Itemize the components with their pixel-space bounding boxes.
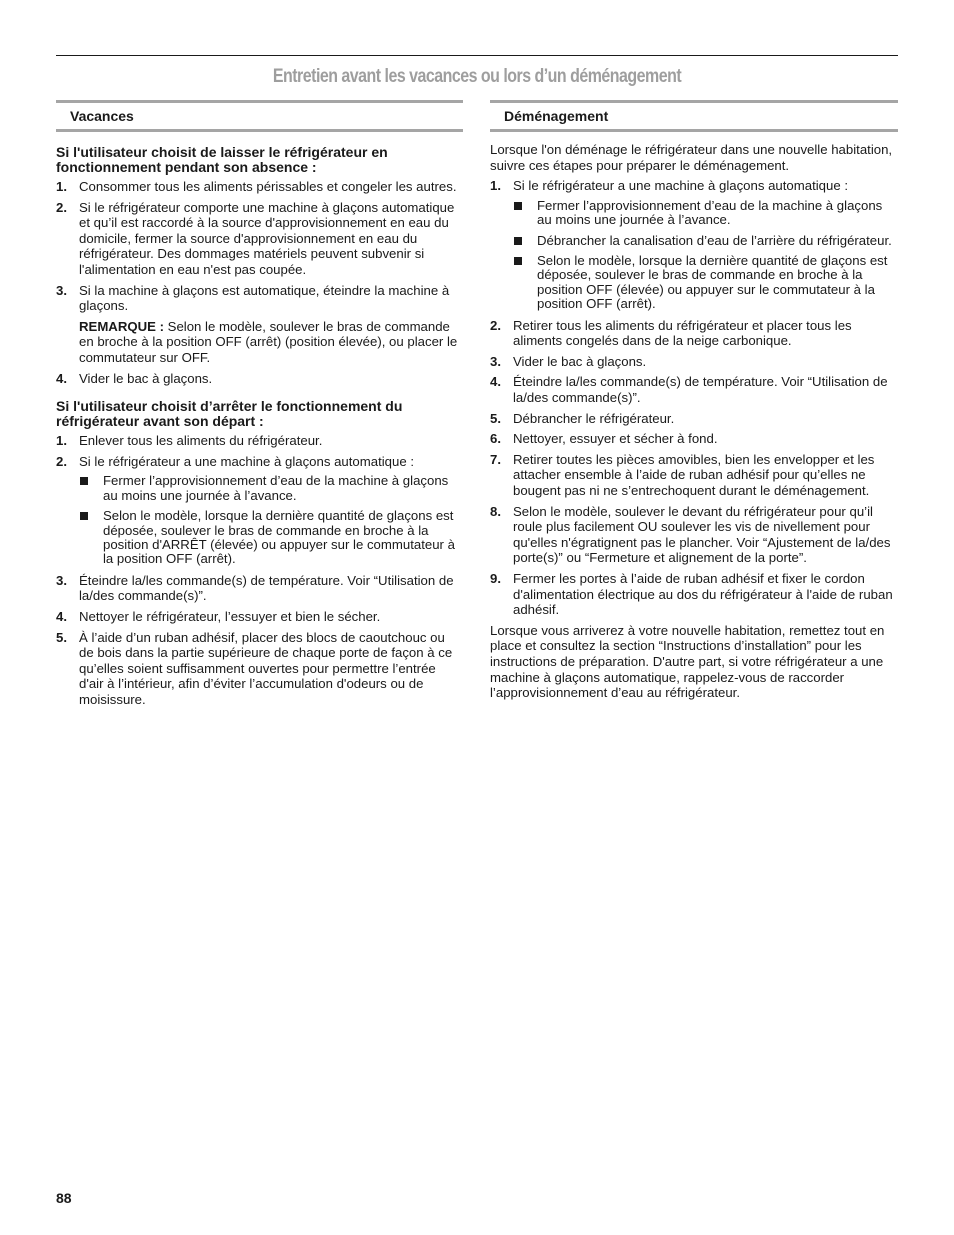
square-bullet-icon [80,477,88,485]
step-number: 5. [56,629,67,645]
steps-leave-running [56,179,463,386]
section-heading-vacances: Vacances [56,100,463,132]
list-item [490,452,898,499]
step-number: 4. [490,374,501,390]
step-text: À l’aide d’un ruban adhésif, placer des blocs de caoutchouc ou de bois dans la partie supérieure de chaque porte de façon à ce qu’elles soient suffisamment ouvertes pour permettre l’entrée d'air à l’intérieur, afin d’éviter l’accumulation d'odeurs ou de moisissure. [79,629,453,707]
step-text: Si le réfrigérateur comporte une machine à glaçons automatique et qu’il est raccordé à la source d'approvisionnement en eau du domicile, fermer la source d'approvisionnement en eau du réfrigérateur. Des dommages matériels peuvent subvenir si l'alimentation en eau n'est pas coupée. [79,199,455,277]
list-item [56,371,463,387]
step-number: 3. [56,572,67,588]
step-text: Nettoyer, essuyer et sécher à fond. [513,431,718,447]
step-text: Si la machine à glaçons est automatique, éteindre la machine à glaçons. [79,282,450,314]
bullet-item [79,474,463,503]
step-text: Selon le modèle, soulever le devant du réfrigérateur pour qu’il roule plus facilement OU soulever les vis de nivellement pour qu'elles n'égratignent pas le plancher. Voir “Ajustement de la/des porte(s)” ou “Fermeture et alignement de la porte”. [513,503,891,566]
step-number: 1. [490,178,501,194]
subhead-stop-running: Si l'utilisateur choisit d’arrêter le fonctionnement du réfrigérateur avant son départ : [56,398,403,430]
step-number: 2. [56,453,67,469]
step-number: 3. [56,282,67,298]
section-heading-demenagement: Déménagement [490,100,898,132]
list-item [56,630,463,708]
step-number: 1. [56,179,67,194]
step-number: 9. [490,570,501,586]
step-text: Retirer tous les aliments du réfrigérateur et placer tous les aliments congelés dans de la neige carbonique. [513,317,852,349]
step-number: 3. [490,353,501,369]
step-text: Si le réfrigérateur a une machine à glaçons automatique : [79,453,415,469]
bullet-text: Selon le modèle, lorsque la dernière quantité de glaçons est déposée, soulever le bras de commande en broche à la position OFF (élevée) ou appuyer sur le commutateur à la position OFF (arrêt). [537,253,888,312]
remark-label: REMARQUE : [79,318,164,334]
step-text: Fermer les portes à l’aide de ruban adhésif et fixer le cordon d'alimentation électrique au dos du réfrigérateur à l'aide de ruban adhésif. [513,570,893,618]
subhead-leave-running: Si l'utilisateur choisit de laisser le réfrigérateur en fonctionnement pendant son absence : [56,144,388,175]
list-item [490,178,898,311]
bullet-item [79,509,463,567]
step-text: Débrancher le réfrigérateur. [513,410,675,426]
list-item [56,200,463,278]
top-rule [56,55,898,56]
list-item [56,609,463,625]
step-text: Si le réfrigérateur a une machine à glaçons automatique : [513,178,849,194]
demenagement-column [490,100,898,706]
step-text: Enlever tous les aliments du réfrigérateur. [79,433,323,449]
step-number: 8. [490,503,501,519]
step-text: Nettoyer le réfrigérateur, l’essuyer et bien le sécher. [79,608,381,624]
closing-paragraph: Lorsque vous arriverez à votre nouvelle habitation, remettez tout en place et consultez la section “Instructions d’installation” pour les instructions de préparation. D'autre part, si votre réfrigérateur a une machine à glaçons automatique, rappelez-vous de raccorder l’approvisionnement d’eau au réfrigérateur. [490,622,885,701]
step-number: 6. [490,431,501,447]
list-item [490,431,898,447]
bullet-item [513,199,898,228]
step-number: 4. [56,608,67,624]
step-text: Consommer tous les aliments périssables et congeler les autres. [79,179,457,194]
list-item [490,374,898,405]
list-item [56,573,463,604]
step-number: 2. [490,317,501,333]
list-item [490,571,898,618]
list-item [490,354,898,370]
bullet-item [513,234,898,248]
page-title: Entretien avant les vacances ou lors d’un déménagement [272,66,682,87]
step-text: Éteindre la/les commande(s) de température. Voir “Utilisation de la/des commande(s)”. [79,572,454,604]
bullet-text: Fermer l’approvisionnement d’eau de la machine à glaçons au moins une journée à l’avance. [537,197,883,228]
vacances-column [56,100,463,713]
square-bullet-icon [514,202,522,210]
bullet-text: Selon le modèle, lorsque la dernière quantité de glaçons est déposée, soulever le bras de commande en broche à la position d'ARRÊT (élevée) ou appuyer sur le commutateur à la position OFF (arrêt). [103,508,455,567]
bullet-list [79,474,463,566]
list-item [56,179,463,195]
step-text: Éteindre la/les commande(s) de température. Voir “Utilisation de la/des commande(s)”. [513,374,888,405]
list-item [56,454,463,567]
list-item [490,411,898,427]
step-text: Retirer toutes les pièces amovibles, bien les envelopper et les attacher ensemble à l’aide de ruban adhésif pour qu’elles ne bougent pas ni ne s’entrechoquent durant le déménagement. [513,451,875,498]
step-number: 7. [490,451,501,467]
step-number: 4. [56,370,67,386]
page-number: 88 [56,1190,72,1206]
step-number: 5. [490,410,501,426]
square-bullet-icon [514,237,522,245]
step-text: Vider le bac à glaçons. [79,370,213,386]
steps-moving [490,178,898,618]
bullet-item [513,254,898,312]
remark-text: Selon le modèle, soulever le bras de commande en broche à la position OFF (arrêt) (position élevée), ou placer le commutateur sur OFF. [79,318,458,365]
bullet-list [513,199,898,312]
bullet-text: Fermer l’approvisionnement d’eau de la machine à glaçons au moins une journée à l’avance. [103,473,449,503]
list-item [56,283,463,366]
list-item [490,504,898,566]
bullet-text: Débrancher la canalisation d’eau de l’arrière du réfrigérateur. [537,232,892,248]
step-text: Vider le bac à glaçons. [513,353,647,369]
list-item [490,318,898,349]
step-number: 1. [56,433,67,449]
square-bullet-icon [514,257,522,265]
remark [79,319,463,366]
list-item [56,433,463,449]
intro-paragraph: Lorsque l'on déménage le réfrigérateur dans une nouvelle habitation, suivre ces étapes pour préparer le déménagement. [490,142,893,173]
steps-stop-running [56,433,463,707]
square-bullet-icon [80,512,88,520]
step-number: 2. [56,199,67,215]
